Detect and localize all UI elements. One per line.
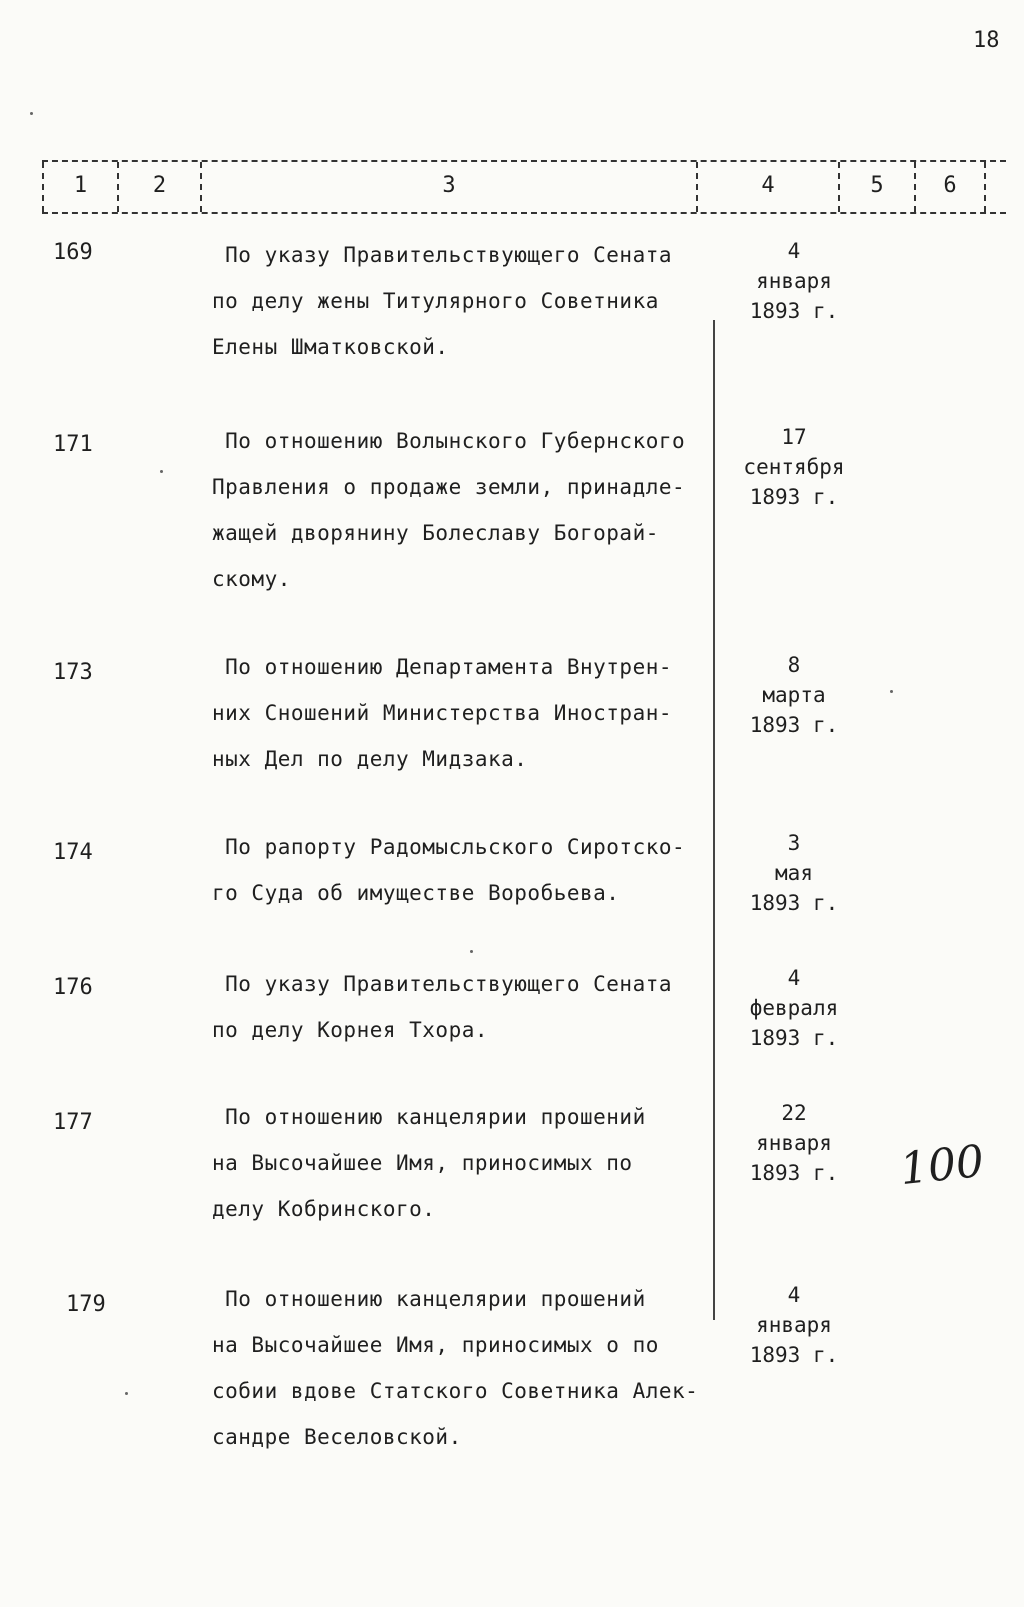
paper-speck: [470, 950, 473, 953]
entry-number: 169: [53, 240, 93, 265]
entry-number: 174: [53, 840, 93, 865]
entry-description: По отношению Департамента Внутрен- них Сношений Министерства Иностран- ных Дел по делу Мидзака.: [212, 655, 673, 771]
paper-speck: [890, 690, 893, 693]
header-col-6: 6: [914, 162, 986, 212]
column-header-row: [42, 160, 1006, 214]
paper-speck: [125, 1392, 128, 1395]
entry-description: По рапорту Радомысльского Сиротско- го Суда об имуществе Воробьева.: [212, 835, 686, 905]
entry-date: 4 января 1893 г.: [749, 1283, 839, 1367]
entry-description: По отношению Волынского Губернского Правления о продаже земли, принадле- жащей дворянину Болеславу Богорай- скому.: [212, 429, 686, 591]
entry-date: 3 мая 1893 г.: [749, 831, 839, 915]
entry-date: 4 января 1893 г.: [749, 239, 839, 323]
header-col-2: 2: [117, 162, 200, 212]
entry-description: По отношению канцелярии прошений на Высочайшее Имя, приносимых о по собии вдове Статского Советника Алек- сандре Веселовской.: [212, 1287, 699, 1449]
entry-description: По указу Правительствующего Сената по делу Корнея Тхора.: [212, 972, 673, 1042]
entry-number: 176: [53, 975, 93, 1000]
entry-description: По указу Правительствующего Сената по делу жены Титулярного Советника Елены Шматковской.: [212, 243, 673, 359]
entry-number: 171: [53, 432, 93, 457]
header-col-1: 1: [42, 162, 117, 212]
paper-speck: [160, 470, 163, 473]
entry-date: 17 сентября 1893 г.: [743, 425, 845, 509]
page-number: 18: [973, 28, 1000, 53]
handwritten-margin-note: 100: [897, 1135, 987, 1196]
entry-number: 173: [53, 660, 93, 685]
entry-description: По отношению канцелярии прошений на Высочайшее Имя, приносимых по делу Кобринского.: [212, 1105, 646, 1221]
entry-date: 22 января 1893 г.: [749, 1101, 839, 1185]
paper-speck: [30, 112, 33, 115]
header-col-3: 3: [200, 162, 696, 212]
header-col-5: 5: [838, 162, 914, 212]
entry-number: 179: [66, 1292, 106, 1317]
entry-date: 8 марта 1893 г.: [749, 653, 839, 737]
entry-number: 177: [53, 1110, 93, 1135]
entry-date: 4 февраля 1893 г.: [749, 966, 839, 1050]
header-col-4: 4: [696, 162, 838, 212]
